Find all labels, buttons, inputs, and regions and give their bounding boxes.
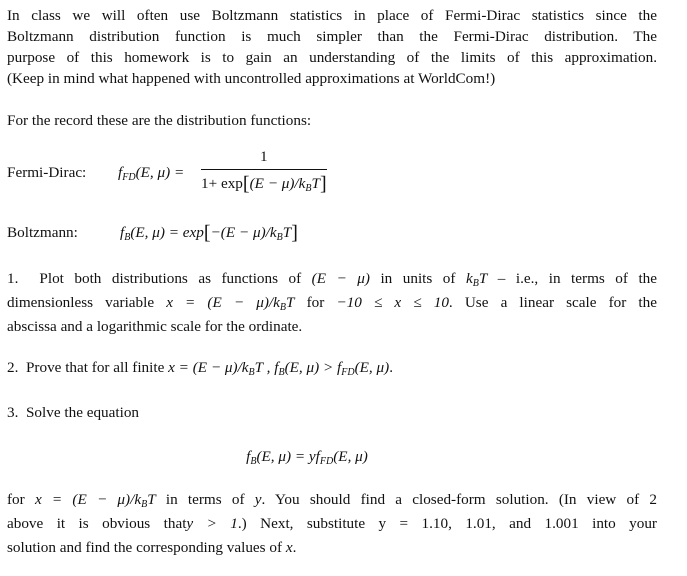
q3-line: above it is obvious thaty > 1.) Next, substitute y = 1.10, 1.01, and 1.001 into your bbox=[7, 515, 657, 532]
question-3-body bbox=[7, 488, 657, 560]
q3-line: for $x = (E - \mu)/k_BT$ in terms of y. You should find a closed-form solution. (In view of 2 bbox=[7, 491, 657, 510]
q1-line: abscissa and a logarithmic scale for the ordinate. bbox=[7, 318, 303, 335]
question-2: 2. Prove that for all finite $x = (E - \mu)/k_BT$ , $f_B(E$, $\mu) > f_{FD}(E$, μ). bbox=[7, 359, 393, 378]
q1-line: dimensionless variable $x = (E - \mu)/k_BT$ for −10 ≤ x ≤ 10. Use a linear scale for the bbox=[7, 294, 657, 313]
record-text: For the record these are the distribution functions: bbox=[7, 112, 312, 129]
question-3-intro: 3. Solve the equation bbox=[7, 404, 140, 421]
intro-line: Boltzmann distribution function is much simpler than the Fermi-Dirac distribution. The bbox=[7, 28, 657, 45]
q1-line: 1. Plot both distributions as functions of (E − μ) in units of $k_BT - i.e$., in terms of the bbox=[7, 270, 657, 289]
question-1 bbox=[7, 267, 657, 339]
intro-paragraph bbox=[7, 5, 657, 89]
fermi-dirac-fraction bbox=[201, 146, 327, 194]
intro-line: In class we will often use Boltzmann statistics in place of Fermi-Dirac statistics since the bbox=[7, 7, 657, 24]
fermi-dirac-equation bbox=[7, 146, 657, 196]
question-3-equation: $f_B(E$, $\mu) = yf_{FD}(E$, μ) bbox=[246, 448, 368, 467]
boltzmann-formula: $f_B(E$, $\mu) = \exp[-(E - \mu)/k_BT]$ bbox=[120, 222, 298, 244]
fraction-numerator: 1 bbox=[260, 148, 268, 165]
fraction-denominator: $1+ \exp[(E - \mu)/k_BT]$ bbox=[201, 169, 327, 194]
q3-line: solution and find the corresponding values of x. bbox=[7, 539, 297, 556]
intro-line: purpose of this homework is to gain an understanding of the limits of this approximation. bbox=[7, 49, 657, 66]
boltzmann-label: Boltzmann: bbox=[7, 224, 78, 241]
fermi-dirac-label: Fermi-Dirac: bbox=[7, 164, 87, 181]
intro-line: (Keep in mind what happened with uncontrolled approximations at WorldCom!) bbox=[7, 70, 496, 87]
fermi-dirac-lhs: $f_{FD}(E$, μ) = bbox=[118, 164, 185, 183]
